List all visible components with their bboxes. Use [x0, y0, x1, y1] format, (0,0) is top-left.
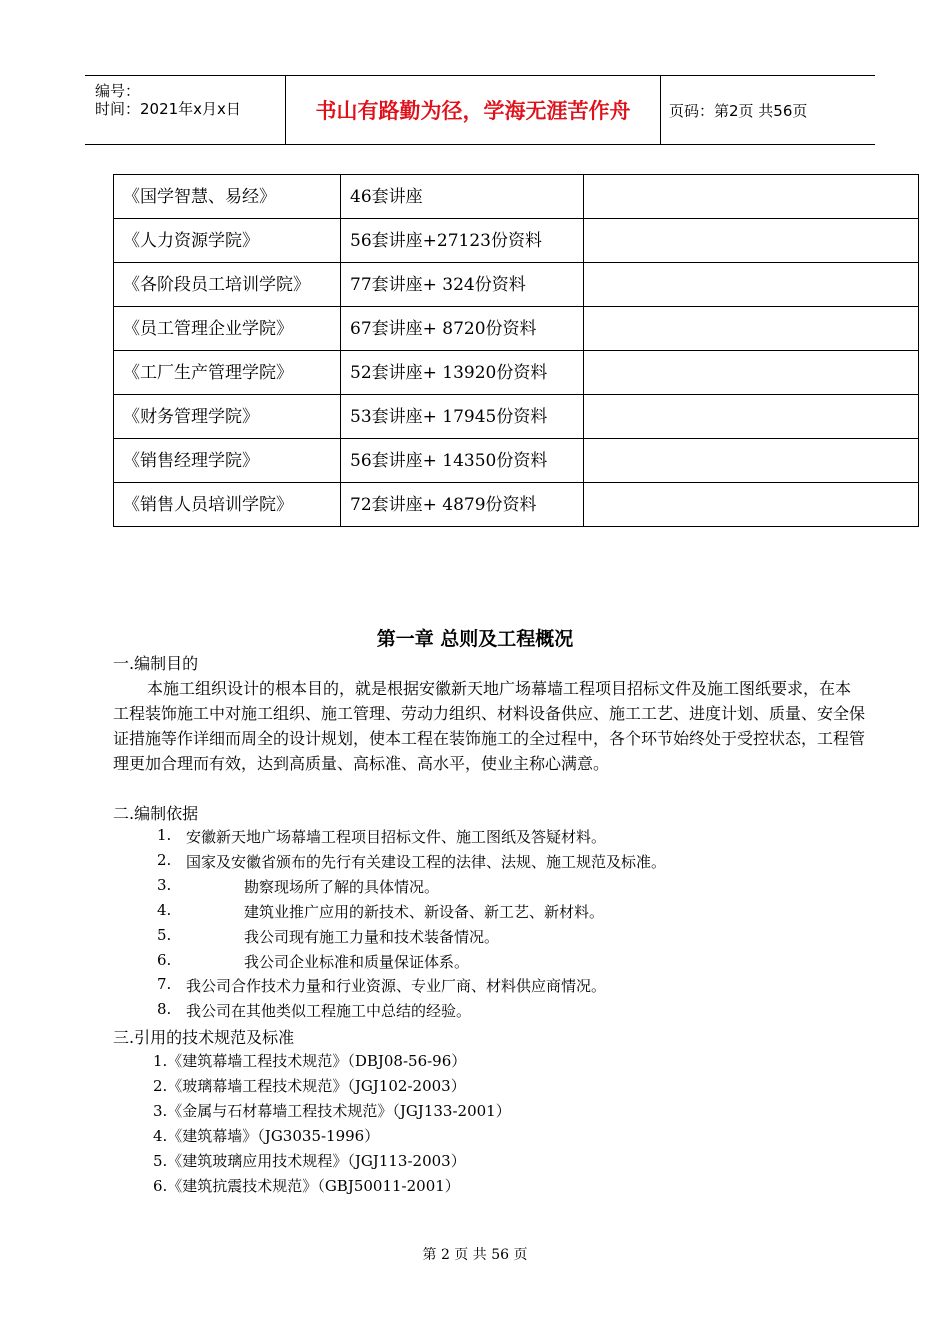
header-divider: [660, 76, 661, 144]
page-footer: 第 2 页 共 56 页: [422, 1247, 528, 1263]
standard-item: 5.《建筑玻璃应用技术规程》（JGJ113-2003）: [153, 1152, 466, 1170]
standard-item: 6.《建筑抗震技术规范》（GBJ50011-2001）: [153, 1177, 460, 1195]
header-info-cell: [85, 76, 285, 144]
table-cell-extra: [584, 219, 919, 263]
list-item-number: 3.: [157, 876, 172, 894]
table-row: [114, 175, 919, 219]
header-page-number: 页码：第2页 共56页: [669, 101, 808, 120]
table-cell-extra: [584, 307, 919, 351]
table-row: [114, 483, 919, 527]
table-row: [114, 307, 919, 351]
list-item-text: 勘察现场所了解的具体情况。: [244, 878, 440, 896]
table-cell-extra: [584, 175, 919, 219]
table-cell-desc: 46套讲座: [341, 175, 584, 219]
table-cell-extra: [584, 395, 919, 439]
list-item-number: 2.: [157, 851, 172, 869]
table-cell-name: 《国学智慧、易经》: [114, 175, 341, 219]
table-cell-desc: 56套讲座+ 14350份资料: [341, 439, 584, 483]
table-row: [114, 351, 919, 395]
table-cell-desc: 53套讲座+ 17945份资料: [341, 395, 584, 439]
list-item-text: 我公司在其他类似工程施工中总结的经验。: [186, 1002, 472, 1020]
table-cell-desc: 52套讲座+ 13920份资料: [341, 351, 584, 395]
list-item-text: 国家及安徽省颁布的先行有关建设工程的法律、法规、施工规范及标准。: [186, 853, 667, 871]
list-item-text: 我公司企业标准和质量保证体系。: [244, 953, 470, 971]
table-cell-name: 《销售人员培训学院》: [114, 483, 341, 527]
table-cell-desc: 56套讲座+27123份资料: [341, 219, 584, 263]
standard-item: 2.《玻璃幕墙工程技术规范》（JGJ102-2003）: [153, 1077, 466, 1095]
section-1-paragraph: 本施工组织设计的根本目的，就是根据安徽新天地广场幕墙工程项目招标文件及施工图纸要求，在本工程装饰施工中对施工组织、施工管理、劳动力组织、材料设备供应、施工工艺、进度计划、质量、安全保证措施等作详细而周全的设计规划，使本工程在装饰施工的全过程中，各个环节始终处于受控状态，工程管理更加合理而有效，达到高质量、高标准、高水平，使业主称心满意。: [113, 679, 866, 773]
list-item-text: 我公司现有施工力量和技术装备情况。: [244, 928, 500, 946]
table-cell-name: 《员工管理企业学院》: [114, 307, 341, 351]
chapter-title: 第一章 总则及工程概况: [376, 628, 574, 650]
list-item-text: 我公司合作技术力量和行业资源、专业厂商、材料供应商情况。: [186, 977, 607, 995]
list-item-number: 5.: [157, 926, 172, 944]
table-cell-extra: [584, 483, 919, 527]
table-cell-name: 《销售经理学院》: [114, 439, 341, 483]
document-number-label: 编号：: [95, 82, 141, 100]
list-item-number: 8.: [157, 1000, 172, 1018]
table-cell-desc: 67套讲座+ 8720份资料: [341, 307, 584, 351]
section-1-heading: 一.编制目的: [113, 654, 199, 673]
list-item-text: 建筑业推广应用的新技术、新设备、新工艺、新材料。: [244, 903, 605, 921]
resource-table: [113, 174, 919, 527]
table-cell-extra: [584, 351, 919, 395]
list-item-number: 6.: [157, 951, 172, 969]
section-2-heading: 二.编制依据: [113, 804, 199, 823]
list-item-number: 4.: [157, 901, 172, 919]
document-time-label: 时间：2021年x月x日: [95, 100, 241, 118]
table-cell-desc: 72套讲座+ 4879份资料: [341, 483, 584, 527]
section-3-heading: 三.引用的技术规范及标准: [113, 1028, 295, 1047]
standard-item: 1.《建筑幕墙工程技术规范》（DBJ08-56-96）: [153, 1052, 467, 1070]
page-header: [85, 75, 875, 145]
table-row: [114, 263, 919, 307]
table-row: [114, 439, 919, 483]
list-item-text: 安徽新天地广场幕墙工程项目招标文件、施工图纸及答疑材料。: [186, 828, 607, 846]
standard-item: 4.《建筑幕墙》（JG3035-1996）: [153, 1127, 380, 1145]
standard-item: 3.《金属与石材幕墙工程技术规范》（JGJ133-2001）: [153, 1102, 511, 1120]
table-cell-extra: [584, 263, 919, 307]
table-row: [114, 395, 919, 439]
table-cell-extra: [584, 439, 919, 483]
table-cell-name: 《人力资源学院》: [114, 219, 341, 263]
list-item-number: 1.: [157, 826, 172, 844]
header-motto: 书山有路勤为径，学海无涯苦作舟: [315, 99, 631, 123]
table-cell-name: 《各阶段员工培训学院》: [114, 263, 341, 307]
table-cell-desc: 77套讲座+ 324份资料: [341, 263, 584, 307]
table-row: [114, 219, 919, 263]
table-cell-name: 《财务管理学院》: [114, 395, 341, 439]
table-cell-name: 《工厂生产管理学院》: [114, 351, 341, 395]
list-item-number: 7.: [157, 975, 172, 993]
